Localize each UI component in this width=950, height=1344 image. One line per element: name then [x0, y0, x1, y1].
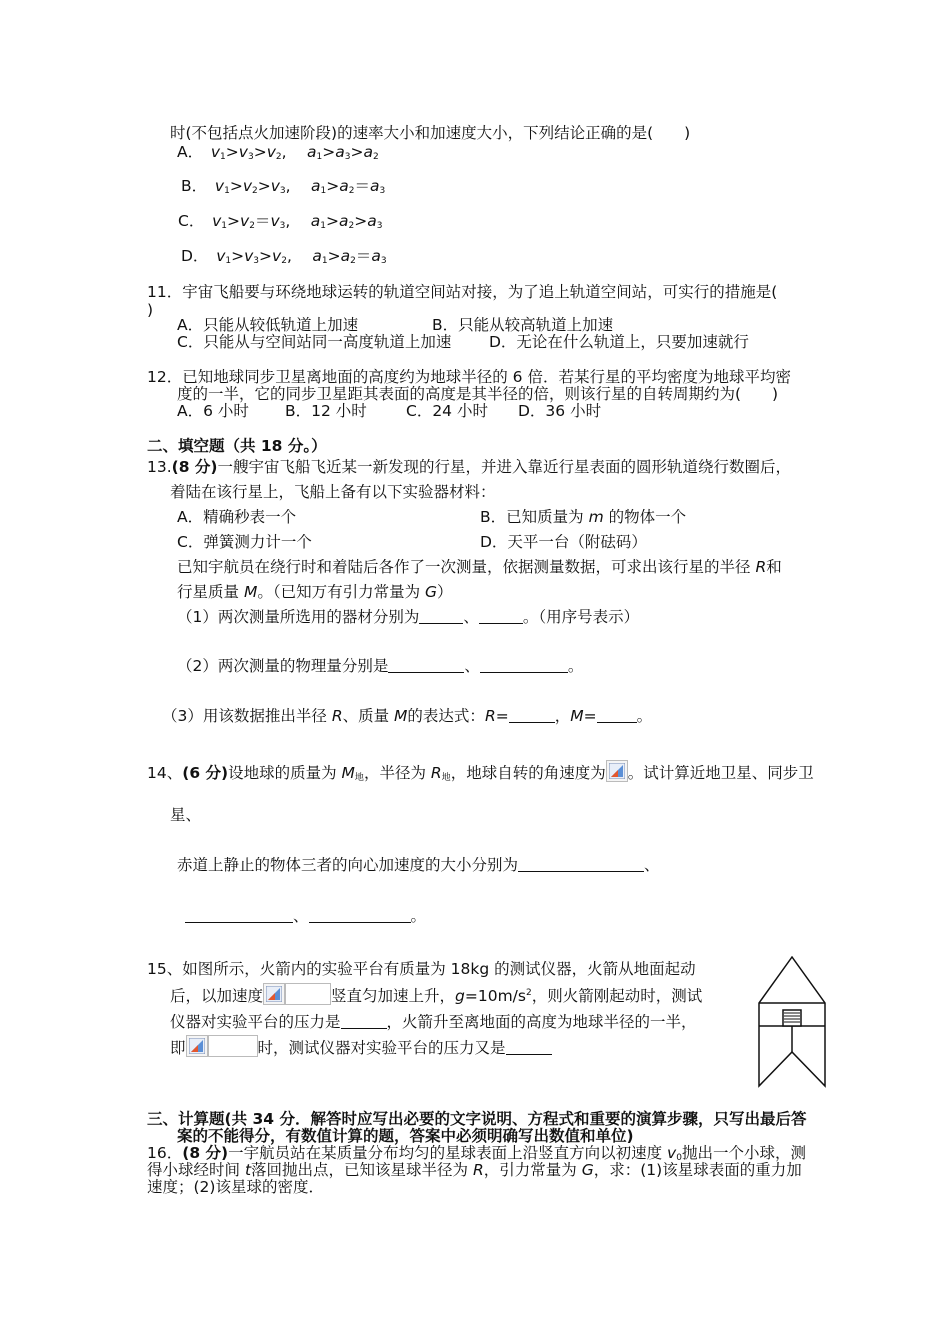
q14-blank1[interactable] — [518, 857, 644, 872]
q13-sub1-blank2[interactable] — [479, 609, 523, 624]
option-label: C． — [178, 212, 213, 230]
section2-heading: 二、填空题（共 18 分。） — [147, 437, 327, 455]
q13-option-b — [480, 508, 686, 526]
math-var: v — [210, 143, 221, 161]
math-subscript: 3 — [279, 221, 286, 231]
q15-line2-pre: 后，以加速度 — [170, 987, 264, 1005]
broken-image-icon — [606, 760, 628, 782]
math-var: a — [335, 143, 345, 161]
math-subscript: 1 — [220, 152, 226, 162]
q16-line1-post: 抛出一个小球，测 — [681, 1144, 806, 1162]
math-subscript: 3 — [379, 186, 386, 196]
math-operator: ＝ — [254, 212, 271, 230]
q13-sub3-req: R= — [484, 707, 509, 725]
math-subscript: 1 — [221, 221, 227, 231]
q13-desc1-var: R — [755, 558, 767, 576]
math-subscript: 2 — [372, 152, 379, 162]
q16-score: (8 分) — [182, 1144, 229, 1162]
q13-sub3-blank-r[interactable] — [509, 708, 555, 723]
q13-sub3-m: M — [394, 707, 408, 725]
math-subscript: 3 — [253, 256, 260, 266]
math-operator: , — [285, 177, 296, 195]
q13-sub1-pre: （1）两次测量所选用的器材分别为 — [177, 608, 420, 626]
math-subscript: 3 — [279, 186, 286, 196]
q13-sub2-post: 。 — [567, 657, 584, 675]
math-var: a — [312, 247, 322, 265]
math-var: v — [242, 177, 252, 195]
q13-sub3-meq: M= — [570, 707, 597, 725]
rocket-diagram — [756, 956, 828, 1088]
q12-stem-line2: 度的一半，它的同步卫星距其表面的高度是其半径的倍，则该行星的自转周期约为( ) — [177, 385, 779, 403]
q14-m-sub: 地 — [354, 773, 364, 783]
q11-option-c: C．只能从与空间站同一高度轨道上加速 — [177, 333, 452, 351]
q16-line1-pre: 一宇航员站在某质量分布均匀的星球表面上沿竖直方向以初速度 — [228, 1144, 663, 1162]
math-operator: > — [326, 177, 340, 195]
math-operator: > — [227, 212, 240, 230]
q13-sub3-blank-m[interactable] — [597, 708, 637, 723]
q13-sub2-blank2[interactable] — [480, 658, 568, 673]
math-var: v — [216, 247, 226, 265]
math-subscript: 2 — [281, 256, 287, 266]
math-operator: > — [327, 247, 341, 265]
q16-g: G — [581, 1161, 594, 1179]
math-var: v — [240, 212, 250, 230]
q16-t: t — [244, 1161, 252, 1179]
math-var: a — [311, 177, 321, 195]
math-operator: > — [229, 177, 243, 195]
q14-line4-post: 。 — [410, 907, 427, 925]
broken-image-icon — [263, 983, 285, 1005]
math-operator: > — [350, 143, 364, 161]
q14-line3-pre: 赤道上静止的物体三者的向心加速度的大小分别为 — [177, 856, 519, 874]
q13-sub1-blank1[interactable] — [419, 609, 463, 624]
q13-option-c: C．弹簧测力计一个 — [177, 533, 312, 551]
q13-desc2-pre: 行星质量 — [177, 583, 240, 601]
q11-option-a: A．只能从较低轨道上加速 — [177, 316, 359, 334]
math-var: a — [307, 143, 317, 161]
formula-image-box — [285, 983, 331, 1005]
math-var: a — [340, 247, 351, 265]
q14-pre: 设地球的质量为 — [228, 764, 337, 782]
math-operator: > — [257, 177, 271, 195]
option-label: B． — [181, 177, 215, 195]
q14-line1 — [147, 760, 814, 787]
q13-desc2-mid: 。（已知万有引力常量为 — [257, 583, 421, 601]
q10-stem: 时(不包括点火加速阶段)的速率大小和加速度大小，下列结论正确的是( ) — [170, 124, 691, 142]
q11-stem-line2: ) — [147, 301, 154, 319]
math-subscript: 1 — [320, 186, 327, 196]
spacer — [295, 212, 311, 230]
math-operator: > — [225, 143, 239, 161]
math-operator: , — [281, 143, 292, 161]
q14-line2: 星、 — [170, 806, 202, 824]
math-operator: > — [231, 247, 245, 265]
q12-option-d: D．36 小时 — [518, 402, 602, 420]
math-subscript: 1 — [316, 152, 323, 162]
math-subscript: 3 — [344, 152, 351, 162]
math-subscript: 2 — [348, 221, 355, 231]
spacer — [297, 247, 313, 265]
q13-desc1-pre: 已知宇航员在绕行时和着陆后各作了一次测量，依据测量数据，可求出该行星的半径 — [177, 558, 751, 576]
math-subscript: 1 — [224, 186, 230, 196]
q13-sub1-post: 。（用序号表示） — [522, 608, 640, 626]
q16-number: 16． — [147, 1144, 183, 1162]
q15-line3 — [170, 1013, 697, 1031]
section3-heading-line2: 案的不能得分，有数值计算的题，答案中必须明确写出数值和单位) — [177, 1127, 634, 1145]
q13-option-d: D．天平一台（附砝码） — [480, 533, 647, 551]
q15-line2 — [170, 983, 702, 1005]
q14-line4-sep: 、 — [293, 907, 309, 925]
q15-blank2[interactable] — [506, 1040, 552, 1055]
q14-line3 — [177, 856, 660, 874]
math-subscript: 1 — [320, 221, 326, 231]
q15-gsup: 2 — [525, 988, 532, 998]
q15-line2-mid: 竖直匀加速上升， — [331, 987, 456, 1005]
q14-line4 — [185, 907, 426, 925]
math-var: a — [367, 212, 377, 230]
math-subscript: 3 — [247, 152, 254, 162]
formula-image-box — [208, 1035, 258, 1057]
q16-line2-mid: 落回抛出点，已知该星球半径为 — [251, 1161, 469, 1179]
math-operator: > — [322, 143, 336, 161]
q13-stem-text: 一艘宇宙飞船飞近某一新发现的行星，并进入靠近行星表面的圆形轨道绕行数圈后， — [217, 458, 792, 476]
q13-option-a: A．精确秒表一个 — [177, 508, 297, 526]
math-subscript: 1 — [321, 256, 328, 266]
q13-desc2-var2: G — [425, 583, 438, 601]
math-subscript: 2 — [350, 256, 356, 266]
q13-sub3 — [162, 707, 652, 725]
q15-line1: 15、如图所示，火箭内的实验平台有质量为 18kg 的测试仪器，火箭从地面起动 — [147, 960, 696, 978]
q14-m: M — [341, 764, 355, 782]
q15-line4-post: 时，测试仪器对实验平台的压力又是 — [257, 1039, 506, 1057]
q12-stem-line1: 12．已知地球同步卫星离地面的高度约为地球半径的 6 倍．若某行星的平均密度为地球平均密 — [147, 368, 791, 386]
math-subscript: 3 — [376, 221, 383, 231]
q10-option-d — [181, 247, 387, 270]
q10-option-b — [181, 177, 385, 200]
q13-sub2 — [177, 657, 583, 675]
q15-line4-pre: 即 — [170, 1039, 186, 1057]
option-label: D． — [181, 247, 217, 265]
math-var: a — [370, 177, 380, 195]
math-var: v — [270, 212, 280, 230]
q13-option-b-pre: B．已知质量为 — [480, 508, 584, 526]
q13-sub3-post: 。 — [636, 707, 653, 725]
q15-line3-pre: 仪器对实验平台的压力是 — [170, 1013, 341, 1031]
math-var: v — [272, 247, 282, 265]
math-var: v — [212, 212, 222, 230]
q16-v-sub: 0 — [676, 1153, 682, 1163]
q12-option-c: C．24 小时 — [406, 402, 488, 420]
q14-score: (6 分) — [182, 764, 229, 782]
q11-option-d: D．无论在什么轨道上，只要加速就行 — [489, 333, 749, 351]
q11-option-b: B．只能从较高轨道上加速 — [432, 316, 614, 334]
q13-desc1-post: 和 — [766, 558, 782, 576]
math-operator: > — [259, 247, 273, 265]
q13-sub3-sep: ， — [554, 707, 571, 725]
q10-option-a — [177, 143, 379, 166]
q13-stem-line2: 着陆在该行星上，飞船上备有以下实验器材料： — [170, 483, 496, 501]
math-subscript: 2 — [275, 152, 282, 162]
q13-score: (8 分) — [171, 458, 218, 476]
q13-sub2-pre: （2）两次测量的物理量分别是 — [177, 657, 389, 675]
q14-blank2[interactable] — [185, 908, 293, 923]
math-operator: > — [354, 212, 368, 230]
q13-stem-line1 — [147, 458, 791, 476]
q16-line2-pre: 得小球经时间 — [147, 1161, 241, 1179]
q15-line3-post: ，火箭升至离地面的高度为地球半径的一半， — [386, 1013, 697, 1031]
math-var: v — [244, 247, 254, 265]
q13-sub2-blank1[interactable] — [388, 658, 464, 673]
math-subscript: 2 — [252, 186, 258, 196]
math-var: a — [363, 143, 373, 161]
option-label: A． — [177, 143, 211, 161]
math-var: a — [338, 212, 349, 230]
q15-line2-post: ，则火箭刚起动时，测试 — [531, 987, 703, 1005]
q13-desc-line1 — [177, 558, 782, 576]
math-subscript: 3 — [380, 256, 387, 266]
q12-option-a: A．6 小时 — [177, 402, 249, 420]
q15-gval: =10m/s — [464, 987, 526, 1005]
q16-r: R — [472, 1161, 484, 1179]
broken-image-icon — [186, 1035, 208, 1057]
q16-line3: 速度；(2)该星球的密度． — [147, 1178, 324, 1196]
q11-stem-line1: 11．宇宙飞船要与环绕地球运转的轨道空间站对接，为了追上轨道空间站，可实行的措施是( — [147, 283, 778, 301]
q14-line3-post: 、 — [644, 856, 660, 874]
test-instrument — [783, 1010, 801, 1026]
q14-post: 。试计算近地卫星、同步卫 — [627, 764, 814, 782]
q15-line4 — [170, 1035, 552, 1057]
math-var: v — [214, 177, 225, 195]
math-operator: , — [286, 247, 297, 265]
q12-option-b: B．12 小时 — [285, 402, 367, 420]
math-var: a — [310, 212, 321, 230]
q14-r-sub: 地 — [441, 773, 451, 783]
q16-line2 — [147, 1161, 802, 1179]
spacer — [291, 143, 307, 161]
q13-sub3-mid: 、质量 — [342, 707, 390, 725]
q13-option-b-post: 的物体一个 — [608, 508, 687, 526]
math-operator: > — [325, 212, 339, 230]
math-operator: , — [285, 212, 296, 230]
q14-mid2: ，地球自转的角速度为 — [450, 764, 606, 782]
q13-sub1 — [177, 608, 639, 626]
q16-line2-post: ，求：(1)该星球表面的重力加 — [593, 1161, 802, 1179]
q14-mid: ，半径为 — [363, 764, 426, 782]
q16-line2-mid2: ，引力常量为 — [483, 1161, 577, 1179]
q10-option-c — [178, 212, 382, 235]
q13-desc2-var: M — [243, 583, 258, 601]
q14-r: R — [430, 764, 442, 782]
q15-g: g — [455, 987, 465, 1005]
math-var: v — [266, 143, 276, 161]
q13-number: 13. — [147, 458, 172, 476]
q13-sub2-sep: 、 — [464, 657, 480, 675]
section3-heading-line1: 三、计算题(共 34 分．解答时应写出必要的文字说明、方程式和重要的演算步骤，只写出最后答 — [147, 1110, 807, 1128]
q13-desc2-post: ） — [437, 583, 453, 601]
math-subscript: 1 — [225, 256, 232, 266]
math-var: a — [339, 177, 349, 195]
q13-sub3-pre: （3）用该数据推出半径 — [162, 707, 327, 725]
q14-blank3[interactable] — [309, 908, 411, 923]
q13-desc-line2 — [177, 583, 453, 601]
q13-sub1-sep: 、 — [463, 608, 479, 626]
q13-option-b-var: m — [588, 508, 604, 526]
q15-blank1[interactable] — [341, 1014, 387, 1029]
math-subscript: 2 — [348, 186, 355, 196]
q16-v: v — [667, 1144, 677, 1162]
q13-sub3-mid2: 的表达式： — [407, 707, 485, 725]
math-var: v — [270, 177, 280, 195]
math-operator: ＝ — [354, 177, 371, 195]
math-var: v — [238, 143, 248, 161]
math-operator: > — [253, 143, 267, 161]
q13-sub3-r: R — [331, 707, 343, 725]
math-var: a — [371, 247, 381, 265]
math-subscript: 2 — [249, 221, 255, 231]
q14-number: 14、 — [147, 764, 183, 782]
math-operator: ＝ — [355, 247, 372, 265]
spacer — [296, 177, 312, 195]
